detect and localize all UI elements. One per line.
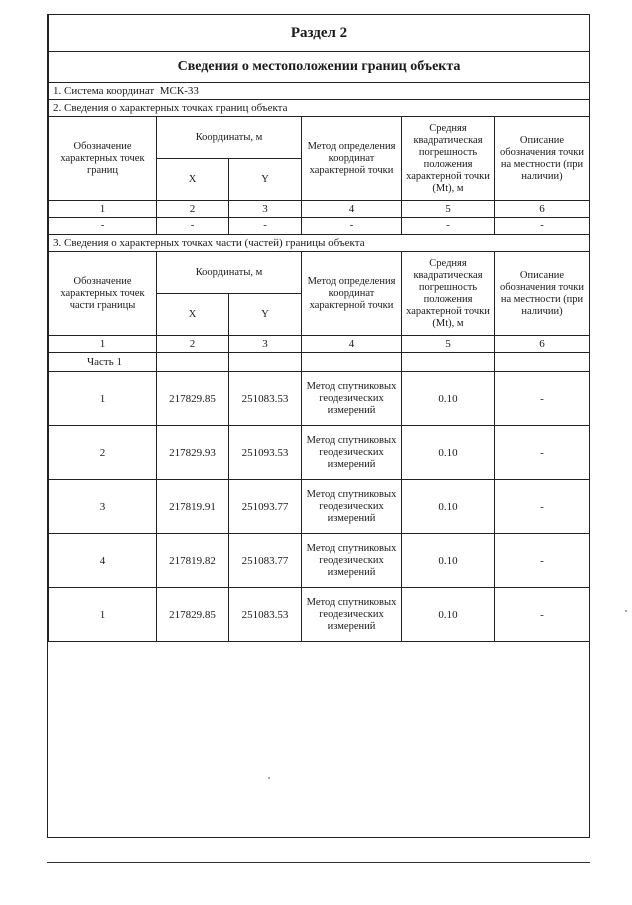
cell-y: 251093.77 bbox=[229, 480, 302, 534]
colnum: 2 bbox=[157, 336, 229, 353]
section2-empty-row bbox=[49, 218, 590, 235]
cell-description: - bbox=[495, 426, 590, 480]
cell-point: 3 bbox=[49, 480, 157, 534]
cell-point: 1 bbox=[49, 372, 157, 426]
section3-rows bbox=[49, 372, 590, 642]
part-label: Часть 1 bbox=[49, 353, 157, 372]
header-x-s2: X bbox=[157, 159, 229, 201]
cell-description: - bbox=[495, 534, 590, 588]
header-method-s3: Метод определения координат характерной точки bbox=[302, 252, 402, 336]
header-y-s3: Y bbox=[229, 294, 302, 336]
colnum: 1 bbox=[49, 201, 157, 218]
cell-y: 251083.77 bbox=[229, 534, 302, 588]
colnum: 4 bbox=[302, 336, 402, 353]
cell-point: 1 bbox=[49, 588, 157, 642]
section-title: Раздел 2 bbox=[49, 15, 590, 52]
cell-y: 251083.53 bbox=[229, 588, 302, 642]
footer-divider bbox=[47, 862, 590, 863]
coordinate-system-row bbox=[49, 83, 590, 100]
table-row bbox=[49, 480, 590, 534]
colnum: 4 bbox=[302, 201, 402, 218]
cell-method: Метод спутниковых геодезических измерений bbox=[302, 372, 402, 426]
header-method-s2: Метод определения координат характерной точки bbox=[302, 117, 402, 201]
header-description-s3: Описание обозначения точки на местности (при наличии) bbox=[495, 252, 590, 336]
main-title: Сведения о местоположении границ объекта bbox=[49, 52, 590, 83]
document-sheet bbox=[47, 14, 590, 838]
cell-x: 217829.93 bbox=[157, 426, 229, 480]
cell-method: Метод спутниковых геодезических измерений bbox=[302, 426, 402, 480]
table-row bbox=[49, 426, 590, 480]
cell-accuracy: 0.10 bbox=[402, 426, 495, 480]
table-row bbox=[49, 534, 590, 588]
colnum: 1 bbox=[49, 336, 157, 353]
cell-description: - bbox=[495, 480, 590, 534]
table-cell: - bbox=[402, 218, 495, 235]
cell-x: 217819.82 bbox=[157, 534, 229, 588]
colnum: 3 bbox=[229, 336, 302, 353]
colnum: 6 bbox=[495, 336, 590, 353]
scan-speck bbox=[625, 610, 627, 612]
cell-description: - bbox=[495, 372, 590, 426]
cell-method: Метод спутниковых геодезических измерений bbox=[302, 534, 402, 588]
cell-accuracy: 0.10 bbox=[402, 534, 495, 588]
header-y-s2: Y bbox=[229, 159, 302, 201]
cell-point: 4 bbox=[49, 534, 157, 588]
cell-y: 251093.53 bbox=[229, 426, 302, 480]
cell-method: Метод спутниковых геодезических измерений bbox=[302, 480, 402, 534]
header-point-s2: Обозначение характерных точек границ bbox=[49, 117, 157, 201]
cell-y: 251083.53 bbox=[229, 372, 302, 426]
cell-description: - bbox=[495, 588, 590, 642]
scan-speck bbox=[268, 777, 270, 779]
header-accuracy-s3: Средняя квадратическая погрешность положения характерной точки (Mt), м bbox=[402, 252, 495, 336]
table-cell: - bbox=[495, 218, 590, 235]
part-row bbox=[49, 353, 590, 372]
cell-point: 2 bbox=[49, 426, 157, 480]
table-cell: - bbox=[157, 218, 229, 235]
cell-accuracy: 0.10 bbox=[402, 588, 495, 642]
table-row bbox=[49, 372, 590, 426]
cell-accuracy: 0.10 bbox=[402, 372, 495, 426]
coordinate-system-value: МСК-33 bbox=[159, 85, 199, 97]
cell-x: 217829.85 bbox=[157, 588, 229, 642]
cell-accuracy: 0.10 bbox=[402, 480, 495, 534]
coordinate-system-label: 1. Система координат bbox=[53, 85, 155, 97]
colnum: 2 bbox=[157, 201, 229, 218]
colnum: 5 bbox=[402, 336, 495, 353]
colnum: 6 bbox=[495, 201, 590, 218]
header-description-s2: Описание обозначения точки на местности (при наличии) bbox=[495, 117, 590, 201]
header-point-s3: Обозначение характерных точек части границы bbox=[49, 252, 157, 336]
cell-x: 217819.91 bbox=[157, 480, 229, 534]
cell-method: Метод спутниковых геодезических измерений bbox=[302, 588, 402, 642]
table-cell: - bbox=[229, 218, 302, 235]
header-coords-s3: Координаты, м bbox=[157, 252, 302, 294]
header-accuracy-s2: Средняя квадратическая погрешность положения характерной точки (Mt), м bbox=[402, 117, 495, 201]
table-cell: - bbox=[302, 218, 402, 235]
header-coords-s2: Координаты, м bbox=[157, 117, 302, 159]
section2-title: 2. Сведения о характерных точках границ объекта bbox=[49, 100, 590, 117]
boundary-table bbox=[48, 15, 590, 642]
table-cell: - bbox=[49, 218, 157, 235]
coordinate-system bbox=[49, 83, 590, 100]
cell-x: 217829.85 bbox=[157, 372, 229, 426]
column-numbers-s3 bbox=[49, 336, 590, 353]
section3-title: 3. Сведения о характерных точках части (частей) границы объекта bbox=[49, 235, 590, 252]
colnum: 5 bbox=[402, 201, 495, 218]
table-row bbox=[49, 588, 590, 642]
colnum: 3 bbox=[229, 201, 302, 218]
column-numbers-s2 bbox=[49, 201, 590, 218]
header-x-s3: X bbox=[157, 294, 229, 336]
